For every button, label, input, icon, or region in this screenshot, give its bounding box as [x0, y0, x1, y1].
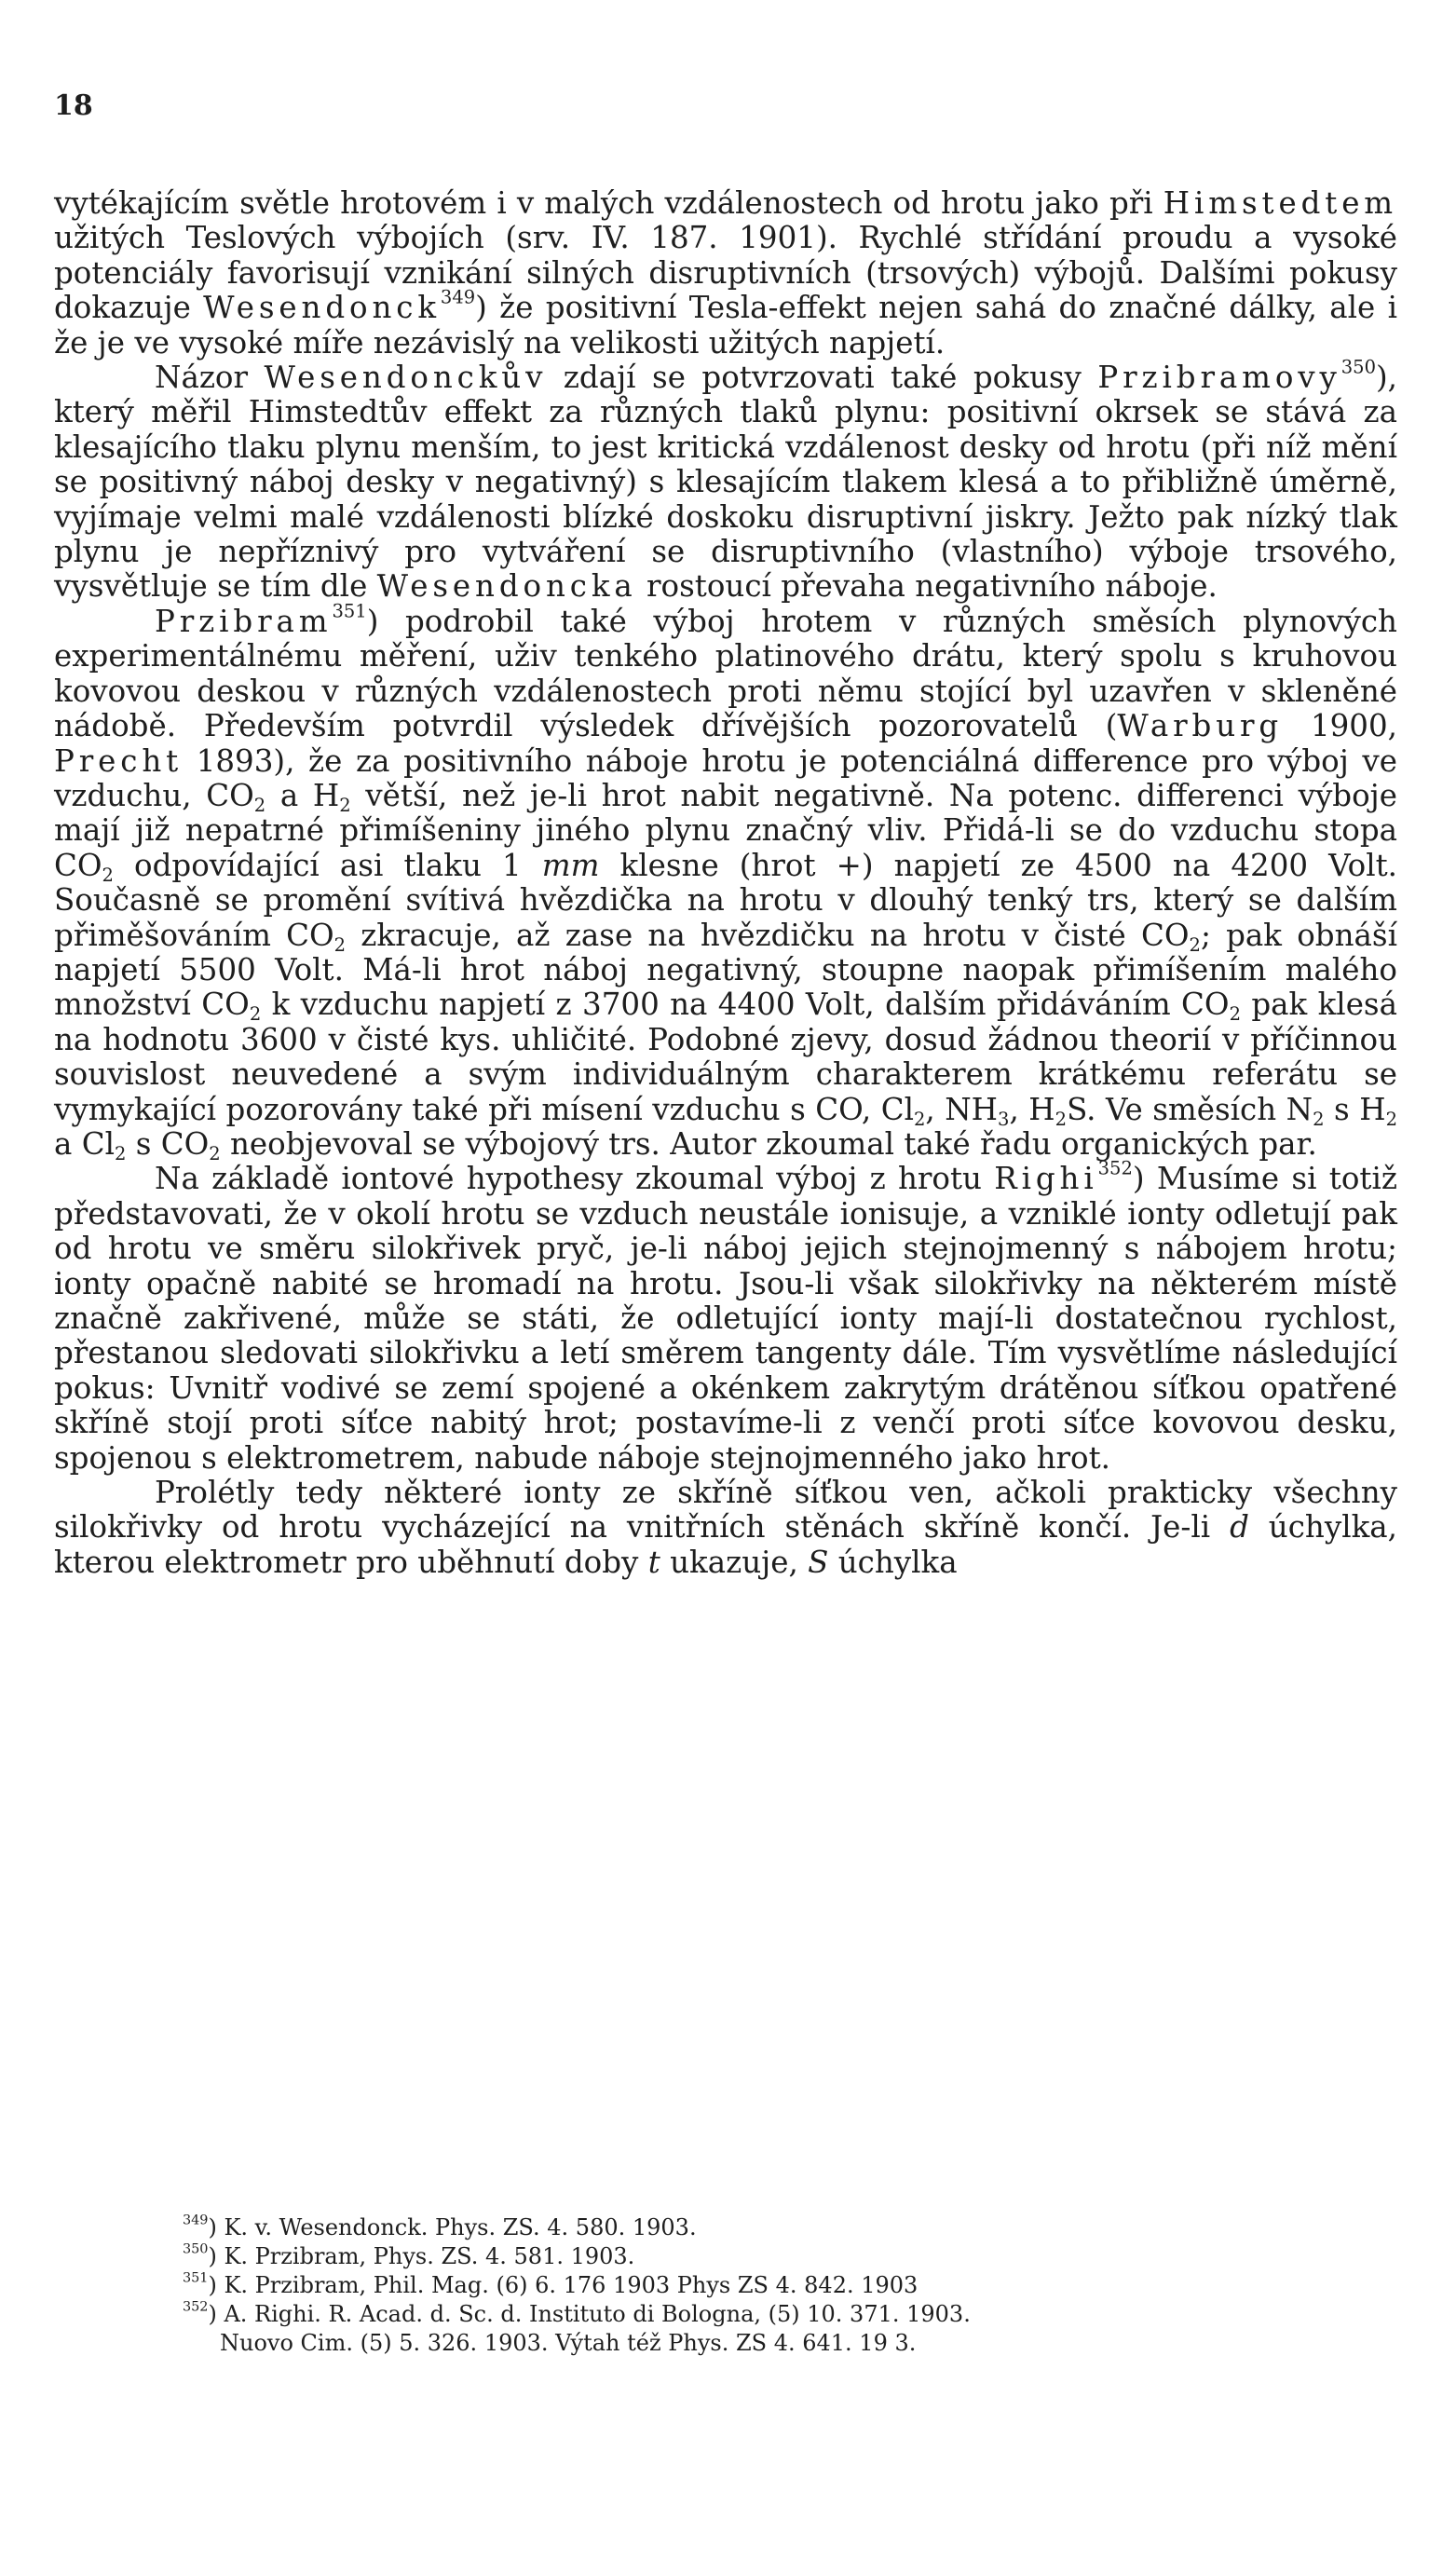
text-run: Prolétly tedy některé ionty ze skříně síťkou ven, ačkoli prakticky všechny silokřivky od hrotu vycházející na vnitřních stěnách skříně končí. Je-li [54, 1475, 1397, 1546]
footnote-continuation: Nuovo Cim. (5) 5. 326. 1903. Výtah též Phys. ZS 4. 641. 19 3. [220, 2330, 917, 2356]
text-run: klesne (hrot +) napjetí ze 4500 na 4200 Volt. Současně se promění svítivá hvězdička na hrotu v dlouhý tenký trs, který se dalším přiměšováním CO [54, 847, 1397, 953]
text-run: a Cl [54, 1125, 115, 1162]
text-run: , H [1009, 1091, 1055, 1127]
subscript: 2 [339, 794, 351, 816]
author-name: Przibram [155, 603, 333, 639]
subscript: 2 [102, 864, 114, 886]
footnote-number: 350 [183, 2241, 209, 2257]
text-run: ), který měřil Himstedtův effekt za různých tlaků plynu: positivní okrsek se stává za klesajícího tlaku plynu menším, to jest kritická vzdálenost desky od hrotu (při níž mění se positivný náboj desky v negativný) s klesajícím tlakem klesá a to přibližně úměrně, vyjímaje velmi malé vzdálenosti blízké doskoku disruptivní jiskry. Ježto pak nízký tlak plynu je nepříznivý pro vytváření se disruptivního (vlastního) výboje trsového, vysvětluje se tím dle [54, 360, 1397, 605]
author-name: Wesendonck [203, 290, 441, 326]
footnote [183, 2242, 1319, 2271]
subscript: 2 [1229, 1003, 1241, 1026]
text-run: zkracuje, až zase na hvězdičku na hrotu v čisté CO [346, 917, 1190, 953]
text-run: úchylka [828, 1544, 958, 1580]
unit: mm [541, 847, 600, 883]
footnote-text: ) A. Righi. R. Acad. d. Sc. d. Instituto di Bologna, (5) 10. 371. 1903. [208, 2301, 971, 2327]
footnote-text: ) K. Przibram, Phil. Mag. (6) 6. 176 1903 Phys ZS 4. 842. 1903 [208, 2272, 919, 2298]
body-text [54, 186, 1397, 1580]
footnote-ref: 349 [440, 286, 476, 308]
text-run: odpovídající asi tlaku 1 [113, 847, 542, 883]
subscript: 2 [333, 933, 347, 956]
text-run: s H [1324, 1091, 1386, 1127]
footnote-number: 352 [183, 2299, 209, 2315]
text-run: Názor [155, 360, 265, 396]
paragraph [54, 1157, 1397, 1476]
author-name: Precht [54, 742, 184, 779]
variable: d [1230, 1509, 1249, 1546]
text-run: užitých Teslových výbojích (srv. IV. 187. 1901). Rychlé střídání proudu a vysoké potenciály favorisují vznikání silných disruptivních (trsových) výbojů. Dalšími pokusy dokazuje [54, 220, 1397, 326]
subscript: 2 [1385, 1108, 1397, 1130]
footnote [183, 2271, 1319, 2300]
subscript: 2 [1055, 1108, 1068, 1130]
paragraph [54, 186, 1397, 361]
text-run: s CO [126, 1125, 210, 1162]
text-run: S. Ve směsích N [1067, 1091, 1313, 1127]
paragraph [54, 356, 1397, 605]
text-run: ) Musíme si totiž představovati, že v okolí hrotu se vzduch neustále ionisuje, a vzniklé ionty odletují pak od hrotu ve směru silokřivek pryč, je-li náboj jejich stejnojmenný s nábojem hrotu; ionty opačně nabité se hromadí na hrotu. Jsou-li však silokřivky na některém místě značně zakřivené, může se státi, že odletující ionty mají-li dostatečnou rychlost, přestanou sledovati silokřivku a letí směrem tangenty dále. Tím vysvětlíme následující pokus: Uvnitř vodivé se zemí spojené a okénkem zakrytým drátěnou síťkou opatřené skříně stojí proti síťce nabitý hrot; postavíme-li z venčí proti síťce kovovou desku, spojenou s elektrometrem, nabude náboje stejnojmenného jako hrot. [54, 1161, 1397, 1476]
page-number: 18 [54, 89, 93, 122]
paragraph [54, 600, 1397, 1164]
text-run: ukazuje, [660, 1544, 809, 1580]
text-run: 1893), že za positivního náboje hrotu je potenciálná difference pro výboj ve vzduchu, CO [54, 742, 1397, 813]
author-name: Wesendonckův [264, 360, 548, 396]
footnote [183, 2213, 1319, 2242]
author-name: Righi [994, 1161, 1098, 1197]
text-run: neobjevoval se výbojový trs. Autor zkoumal také řadu organických par. [220, 1125, 1317, 1162]
text-run: ) podrobil také výboj hrotem v různých směsích plynových experimentálnému měření, uživ tenkého platinového drátu, který spolu s kruhovou kovovou deskou v různých vzdálenostech proti němu stojící byl uzavřen v skleněné nádobě. Především potvrdil výsledek dřívějších pozorovatelů ( [54, 603, 1397, 744]
text-run: , NH [925, 1091, 999, 1127]
footnotes [183, 2213, 1319, 2358]
subscript: 2 [1189, 933, 1201, 956]
subscript: 2 [1313, 1108, 1325, 1130]
footnote-number: 349 [183, 2213, 209, 2228]
author-name: Wesendoncka [376, 568, 637, 605]
author-name: Warburg [1117, 708, 1284, 744]
subscript: 2 [114, 1142, 127, 1164]
text-run: pak klesá na hodnotu 3600 v čisté kys. uhličité. Podobné zjevy, dosud žádnou theorií v příčinnou souvislost neuvedené a svým individuálným charakterem krátkému referátu se vymykající pozorovány také při mísení vzduchu s CO, Cl [54, 987, 1397, 1127]
text-run: vytékajícím světle hrotovém i v malých vzdálenostech od hrotu jako při [54, 185, 1163, 221]
text-run: zdají se potvrzovati také pokusy [547, 360, 1098, 396]
text-run: Na základě iontové hypothesy zkoumal výboj z hrotu [155, 1161, 995, 1197]
text-run: a H [265, 777, 340, 813]
text-run: větší, než je-li hrot nabit negativně. Na potenc. differenci výboje mají již nepatrné přimíšeniny jiného plynu značný vliv. Přidá-li se do vzduchu stopa CO [54, 777, 1397, 883]
text-run: úchylka, kterou elektrometr pro uběhnutí doby [54, 1509, 1397, 1580]
text-run: ) že positivní Tesla-effekt nejen sahá do značné dálky, ale i že je ve vysoké míře nezávislý na velikosti užitých napjetí. [54, 290, 1397, 361]
footnote-ref: 351 [332, 600, 367, 622]
subscript: 2 [253, 794, 266, 816]
author-name: Przibramovy [1097, 360, 1341, 396]
footnote-ref: 350 [1340, 356, 1376, 378]
footnote-number: 351 [183, 2270, 209, 2286]
variable: t [647, 1544, 660, 1580]
text-run: k vzduchu napjetí z 3700 na 4400 Volt, dalším přidáváním CO [261, 987, 1230, 1023]
author-name: Himstedtem [1163, 185, 1397, 221]
subscript: 2 [913, 1108, 926, 1130]
subscript: 2 [249, 1003, 262, 1026]
footnote-text: ) K. Przibram, Phys. ZS. 4. 581. 1903. [208, 2243, 635, 2269]
subscript: 2 [209, 1142, 221, 1164]
variable: S [808, 1544, 829, 1580]
text-run: ; pak obnáší napjetí 5500 Volt. Má-li hrot náboj negativný, stoupne naopak přimíšením malého množství CO [54, 917, 1397, 1023]
footnote [183, 2300, 1319, 2329]
footnote-ref: 352 [1097, 1157, 1133, 1179]
text-run: 1900, [1283, 708, 1397, 744]
subscript: 3 [998, 1108, 1010, 1130]
footnote-text: ) K. v. Wesendonck. Phys. ZS. 4. 580. 1903. [208, 2214, 697, 2240]
paragraph [54, 1476, 1397, 1580]
text-run: rostoucí převaha negativního náboje. [636, 568, 1218, 605]
